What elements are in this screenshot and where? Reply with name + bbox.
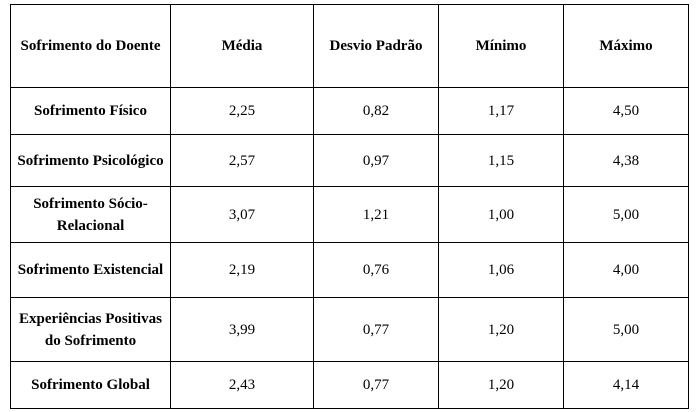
cell-mean: 3,99	[171, 298, 314, 362]
header-cell-dimension: Sofrimento do Doente	[11, 5, 171, 88]
row-label: Sofrimento Existencial	[11, 243, 171, 298]
cell-max: 4,00	[564, 243, 689, 298]
cell-mean: 2,19	[171, 243, 314, 298]
cell-std-dev: 0,97	[314, 135, 439, 187]
header-cell-min: Mínimo	[439, 5, 564, 88]
cell-max: 4,14	[564, 362, 689, 409]
table-row	[11, 135, 689, 187]
cell-mean: 3,07	[171, 187, 314, 243]
header-cell-std-dev: Desvio Padrão	[314, 5, 439, 88]
cell-min: 1,17	[439, 88, 564, 135]
table-row	[11, 187, 689, 243]
cell-std-dev: 0,77	[314, 362, 439, 409]
cell-max: 4,50	[564, 88, 689, 135]
cell-std-dev: 0,76	[314, 243, 439, 298]
cell-min: 1,20	[439, 298, 564, 362]
row-label: Sofrimento Psicológico	[11, 135, 171, 187]
row-label: Sofrimento Global	[11, 362, 171, 409]
table-row	[11, 298, 689, 362]
table-row	[11, 362, 689, 409]
cell-std-dev: 0,82	[314, 88, 439, 135]
table-row	[11, 88, 689, 135]
header-cell-mean: Média	[171, 5, 314, 88]
cell-mean: 2,25	[171, 88, 314, 135]
cell-mean: 2,43	[171, 362, 314, 409]
row-label: Sofrimento Sócio-Relacional	[11, 187, 171, 243]
cell-min: 1,20	[439, 362, 564, 409]
cell-max: 5,00	[564, 298, 689, 362]
cell-mean: 2,57	[171, 135, 314, 187]
cell-min: 1,06	[439, 243, 564, 298]
statistics-table	[10, 4, 689, 409]
cell-max: 5,00	[564, 187, 689, 243]
table-header-row	[11, 5, 689, 88]
header-cell-max: Máximo	[564, 5, 689, 88]
cell-std-dev: 0,77	[314, 298, 439, 362]
cell-std-dev: 1,21	[314, 187, 439, 243]
row-label: Experiências Positivas do Sofrimento	[11, 298, 171, 362]
row-label: Sofrimento Físico	[11, 88, 171, 135]
cell-min: 1,00	[439, 187, 564, 243]
cell-min: 1,15	[439, 135, 564, 187]
cell-max: 4,38	[564, 135, 689, 187]
table-row	[11, 243, 689, 298]
